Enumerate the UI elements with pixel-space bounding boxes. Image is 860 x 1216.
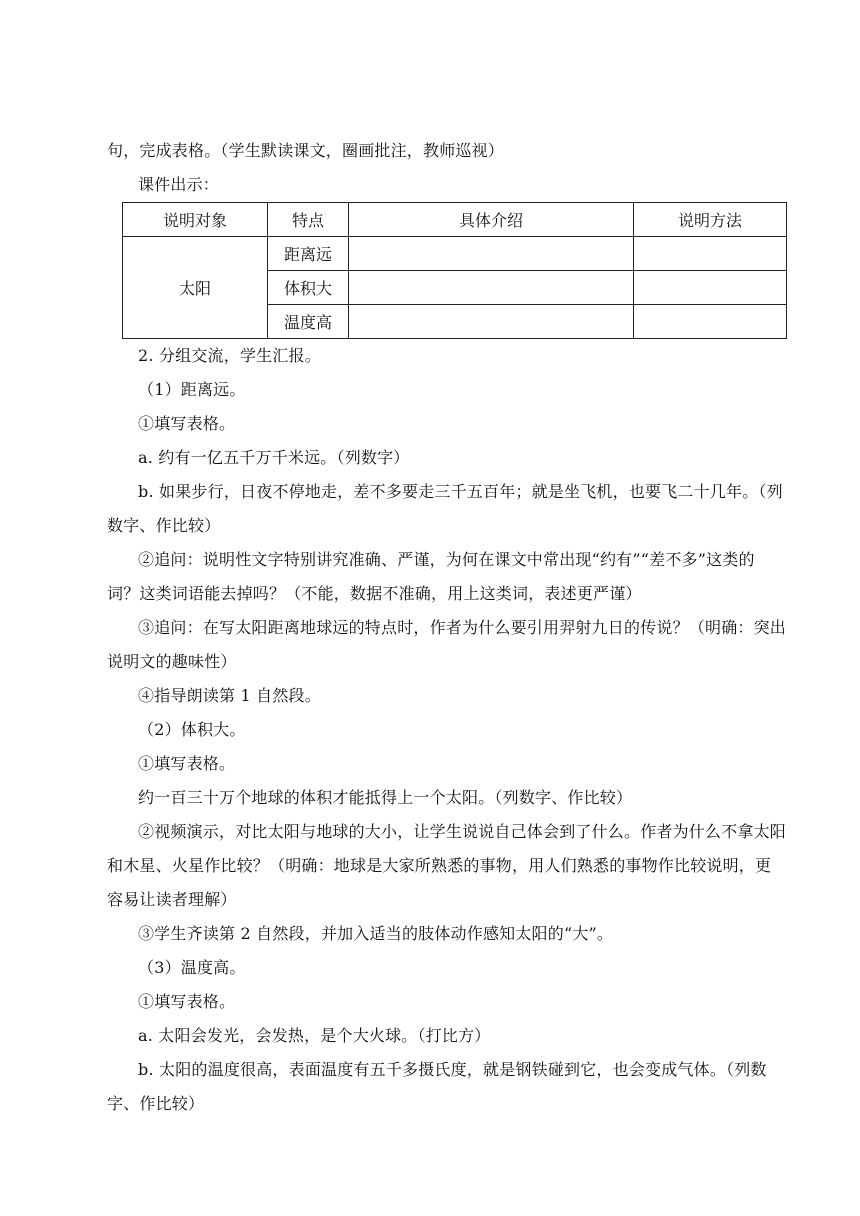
paragraph: ①填写表格。 xyxy=(138,414,236,433)
paragraph: 约一百三十万个地球的体积才能抵得上一个太阳。（列数字、作比较） xyxy=(138,788,633,807)
paragraph: a. 约有一亿五千万千米远。（列数字） xyxy=(138,448,410,467)
paragraph: b. 太阳的温度很高，表面温度有五千多摄氏度，就是钢铁碰到它，也会变成气体。（列数字、作比较） xyxy=(107,1060,767,1113)
paragraph: （1）距离远。 xyxy=(138,380,246,399)
paragraph: ①填写表格。 xyxy=(138,992,236,1011)
subject-cell: 太阳 xyxy=(123,237,268,339)
courseware-table xyxy=(122,202,787,339)
paragraph: b. 如果步行，日夜不停地走，差不多要走三千五百年；就是坐飞机，也要飞二十几年。（列数字、作比较） xyxy=(107,482,783,535)
paragraph: a. 太阳会发光，会发热，是个大火球。（打比方） xyxy=(138,1026,491,1045)
header-subject: 说明对象 xyxy=(123,203,268,237)
header-detail: 具体介绍 xyxy=(349,203,634,237)
intro-line: 句，完成表格。（学生默读课文，圈画批注，教师巡视） xyxy=(107,141,505,160)
document-page xyxy=(107,134,787,1121)
paragraph: （2）体积大。 xyxy=(138,720,246,739)
detail-cell xyxy=(349,305,634,339)
detail-cell xyxy=(349,237,634,271)
table-row xyxy=(123,237,787,271)
courseware-label: 课件出示： xyxy=(138,175,220,194)
method-cell xyxy=(634,271,787,305)
paragraph: ④指导朗读第 1 自然段。 xyxy=(138,686,321,705)
paragraph: ①填写表格。 xyxy=(138,754,236,773)
feature-cell: 距离远 xyxy=(268,237,349,271)
paragraph: ③追问：在写太阳距离地球远的特点时，作者为什么要引用羿射九日的传说？（明确：突出说明文的趣味性） xyxy=(107,618,787,671)
table-header-row xyxy=(123,203,787,237)
feature-cell: 温度高 xyxy=(268,305,349,339)
paragraph: （3）温度高。 xyxy=(138,958,246,977)
header-feature: 特点 xyxy=(268,203,349,237)
paragraph: ②追问：说明性文字特别讲究准确、严谨，为何在课文中常出现“约有”“差不多”这类的词？这类词语能去掉吗？（不能，数据不准确，用上这类词，表述更严谨） xyxy=(107,550,755,603)
paragraph: ③学生齐读第 2 自然段，并加入适当的肢体动作感知太阳的“大”。 xyxy=(138,924,614,943)
paragraph: 2. 分组交流，学生汇报。 xyxy=(138,346,321,365)
method-cell xyxy=(634,237,787,271)
detail-cell xyxy=(349,271,634,305)
paragraph: ②视频演示，对比太阳与地球的大小，让学生说说自己体会到了什么。作者为什么不拿太阳和木星、火星作比较？（明确：地球是大家所熟悉的事物，用人们熟悉的事物作比较说明，更容易让读者理解） xyxy=(107,822,787,909)
header-method: 说明方法 xyxy=(634,203,787,237)
feature-cell: 体积大 xyxy=(268,271,349,305)
method-cell xyxy=(634,305,787,339)
